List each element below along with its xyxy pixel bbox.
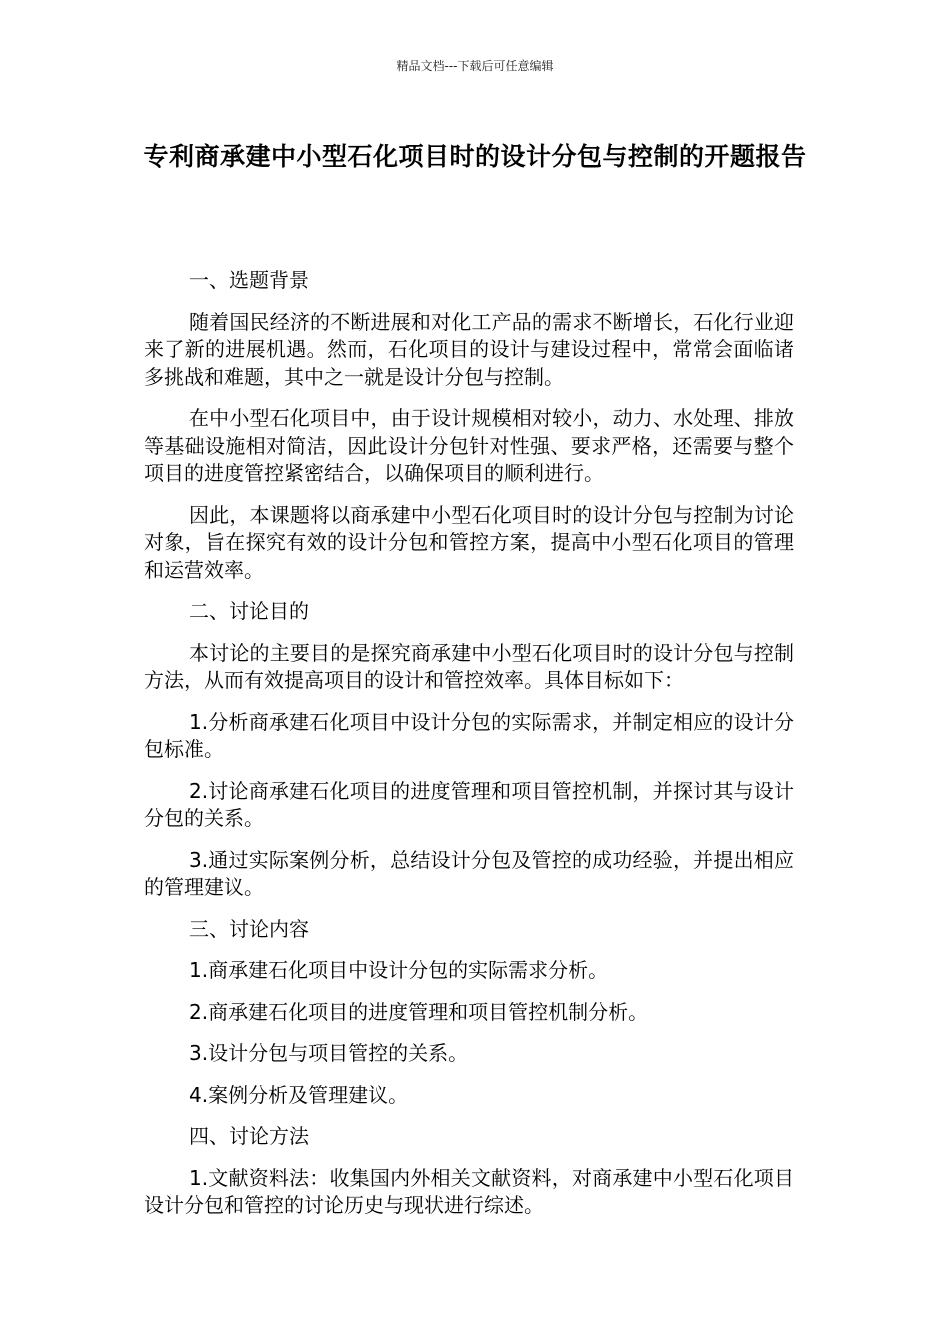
section-heading-background: 一、选题背景 — [189, 268, 309, 292]
paragraph-background-3: 因此，本课题将以商承建中小型石化项目时的设计分包与控制为讨论对象，旨在探究有效的设计分包和管控方案，提高中小型石化项目的管理和运营效率。 — [144, 502, 794, 582]
list-item-content-2: 2.商承建石化项目的进度管理和项目管控机制分析。 — [189, 999, 649, 1024]
list-item-purpose-3: 3.通过实际案例分析，总结设计分包及管控的成功经验，并提出相应的管理建议。 — [144, 847, 794, 899]
section-heading-purpose: 二、讨论目的 — [189, 599, 309, 623]
section-heading-content: 三、讨论内容 — [189, 916, 309, 941]
paragraph-purpose-intro: 本讨论的主要目的是探究商承建中小型石化项目时的设计分包与控制方法，从而有效提高项目的设计和管控效率。具体目标如下： — [144, 640, 794, 692]
header-note: 精品文档---下载后可任意编辑 — [396, 59, 554, 73]
document-title: 专利商承建中小型石化项目时的设计分包与控制的开题报告 — [143, 142, 807, 171]
document-body — [144, 267, 794, 1234]
paragraph-background-2: 在中小型石化项目中，由于设计规模相对较小，动力、水处理、排放等基础设施相对简洁，因此设计分包针对性强、要求严格，还需要与整个项目的进度管控紧密结合，以确保项目的顺利进行。 — [144, 406, 794, 485]
list-item-content-4: 4.案例分析及管理建议。 — [189, 1082, 409, 1107]
list-item-purpose-1: 1.分析商承建石化项目中设计分包的实际需求，并制定相应的设计分包标准。 — [144, 709, 794, 761]
section-heading-method: 四、讨论方法 — [189, 1124, 309, 1148]
list-item-purpose-2: 2.讨论商承建石化项目的进度管理和项目管控机制，并探讨其与设计分包的关系。 — [144, 778, 794, 830]
list-item-content-1: 1.商承建石化项目中设计分包的实际需求分析。 — [189, 958, 609, 982]
list-item-method-1: 1.文献资料法：收集国内外相关文献资料，对商承建中小型石化项目设计分包和管控的讨论历史与现状进行综述。 — [144, 1165, 794, 1217]
list-item-content-3: 3.设计分包与项目管控的关系。 — [189, 1041, 469, 1065]
paragraph-background-1: 随着国民经济的不断进展和对化工产品的需求不断增长，石化行业迎来了新的进展机遇。然而，石化项目的设计与建设过程中，常常会面临诸多挑战和难题，其中之一就是设计分包与控制。 — [144, 309, 794, 389]
